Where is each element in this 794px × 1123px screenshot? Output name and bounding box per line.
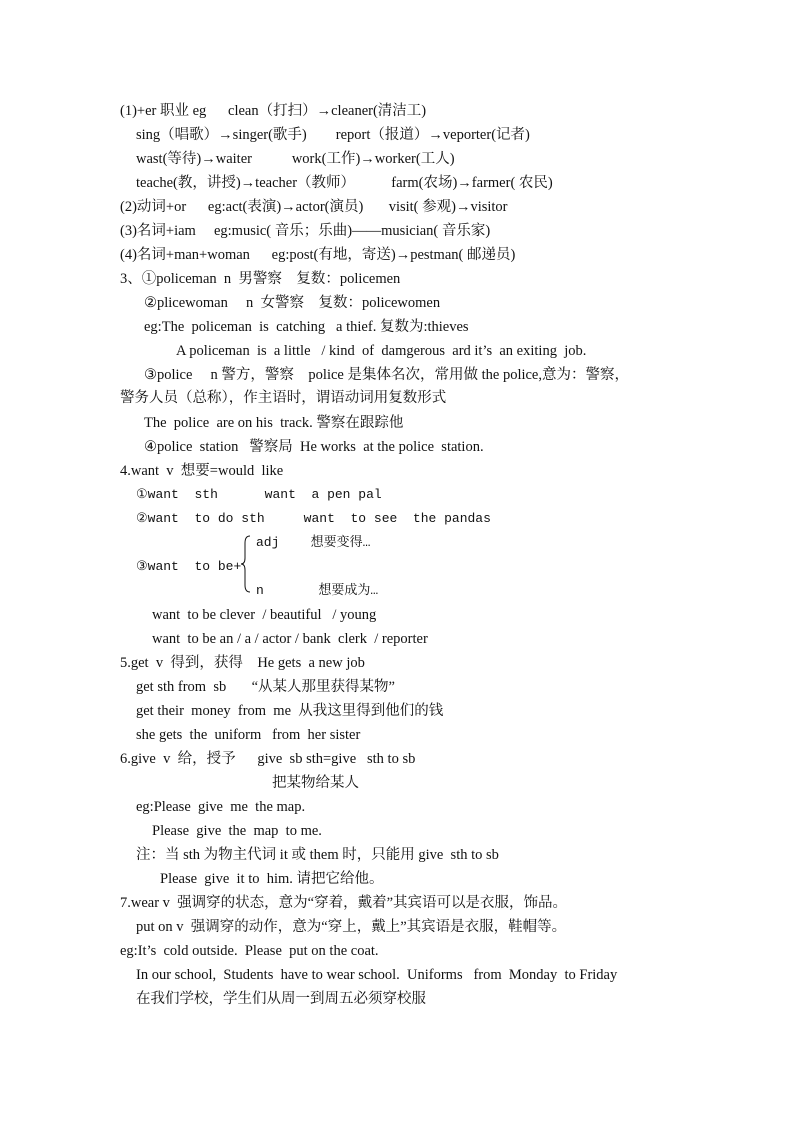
line-want-clever: want to be clever / beautiful / young [152, 607, 377, 623]
line-policewoman: ②plicewoman n 女警察 复数：policewomen [144, 295, 441, 311]
line-want-sth: ①want sth want a pen pal [136, 487, 382, 502]
line-singer: sing（唱歌）→singer(歌手) report（报道）→veporter(记者) [136, 127, 530, 143]
line-put-on: put on v 强调穿的动作，意为“穿上，戴上”其宾语是衣服，鞋帽等。 [136, 919, 567, 935]
line-teacher: teache(教，讲授)→teacher（教师） farm(农场)→farmer( 农民) [136, 175, 553, 191]
line-police-collective: ③police n 警方，警察 police 是集体名次，常用做 the police,意为：警察， [144, 367, 629, 383]
line-give-example-1: eg:Please give me the map. [136, 799, 306, 815]
line-give-example-2: Please give the map to me. [152, 823, 322, 839]
line-example-translation: 在我们学校，学生们从周一到周五必须穿校服 [136, 991, 426, 1007]
line-get-uniform: she gets the uniform from her sister [136, 727, 361, 743]
line-example-job: A policeman is a little / kind of damgerous ard it’s an exiting job. [176, 343, 587, 359]
line-want-n: n 想要成为… [256, 583, 379, 598]
line-get-money: get their money from me 从我这里得到他们的钱 [136, 703, 444, 719]
line-example-uniform: In our school, Students have to wear school. Uniforms from Monday to Friday [136, 967, 618, 983]
line-police-station: ④police station 警察局 He works at the police station. [144, 439, 484, 455]
line-police-track: The police are on his track. 警察在跟踪他 [144, 415, 404, 431]
line-example-coat: eg:It’s cold outside. Please put on the coat. [120, 943, 379, 959]
section-3-policeman: 3、①policeman n 男警察 复数：policemen [120, 271, 401, 287]
line-man-woman-suffix: (4)名词+man+woman eg:post(有地，寄送)→pestman( 邮递员) [120, 247, 516, 263]
section-7-wear: 7.wear v 强调穿的状态，意为“穿着，戴着”其宾语可以是衣服，饰品。 [120, 895, 568, 911]
line-police-plural-note: 警务人员（总称），作主语时，谓语动词用复数形式 [120, 390, 447, 406]
line-waiter: wast(等待)→waiter work(工作)→worker(工人) [136, 151, 455, 167]
line-give-it: Please give it to him. 请把它给他。 [160, 871, 384, 887]
line-want-to-do: ②want to do sth want to see the pandas [136, 511, 491, 526]
line-ian-suffix: (3)名词+iam eg:music( 音乐；乐曲)——musician( 音乐家) [120, 223, 491, 239]
line-want-adj: adj 想要变得… [256, 535, 371, 550]
line-or-suffix: (2)动词+or eg:act(表演)→actor(演员) visit( 参观)→visitor [120, 199, 508, 215]
line-want-to-be: ③want to be+ [136, 559, 242, 574]
line-want-actor: want to be an / a / actor / bank clerk / reporter [152, 631, 428, 647]
line-er-suffix: (1)+er 职业 eg clean（打扫）→cleaner(清洁工) [120, 103, 427, 119]
line-give-note: 注：当 sth 为物主代词 it 或 them 时，只能用 give sth to sb [136, 847, 499, 863]
line-example-thief: eg:The policeman is catching a thief. 复数为:thieves [144, 319, 469, 335]
section-5-get: 5.get v 得到，获得 He gets a new job [120, 655, 365, 671]
section-6-give: 6.give v 给，授予 give sb sth=give sth to sb [120, 751, 416, 767]
curly-brace-icon [241, 535, 251, 593]
line-get-from: get sth from sb “从某人那里获得某物” [136, 679, 395, 695]
line-give-meaning: 把某物给某人 [272, 775, 359, 791]
section-4-want: 4.want v 想要=would like [120, 463, 284, 479]
